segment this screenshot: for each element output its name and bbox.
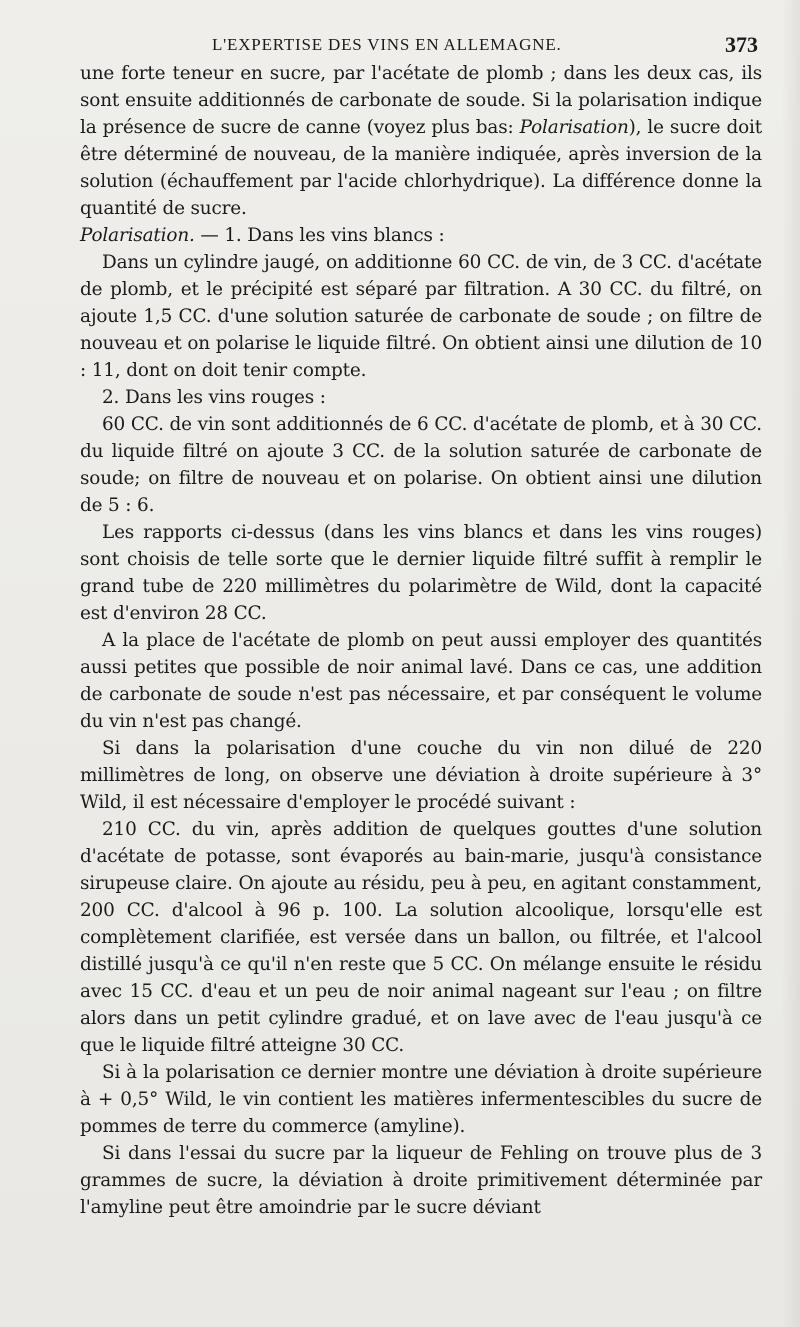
paragraph-animal-charcoal: A la place de l'acétate de plomb on peut aussi employer des quantités aussi petites que possible de noir animal lavé. Dans ce cas, une addition de carbonate de soude n'est pas nécessaire, et par conséquent le volume du vin n'est pas changé. xyxy=(80,630,762,732)
paragraph-procedure: 210 CC. du vin, après addition de quelques gouttes d'une solution d'acétate de potasse, sont évaporés au bain-marie, jusqu'à consistance sirupeuse claire. On ajoute au résidu, peu à peu, en agitant constamment, 200 CC. d'alcool à 96 p. 100. La solution alcoolique, lorsqu'elle est complètement clarifiée, est versée dans un ballon, ou filtrée, et l'alcool distillé jusqu'à ce qu'il n'en reste que 5 CC. On mélange ensuite le résidu avec 15 CC. d'eau et un peu de noir animal nageant sur l'eau ; on filtre alors dans un petit cylindre gradué, et on lave avec de l'eau jusqu'à ce que le liquide filtré atteigne 30 CC. xyxy=(80,819,762,1056)
page-edge-shadow xyxy=(782,0,800,1327)
running-header xyxy=(80,0,762,60)
paragraph-sugar-determination xyxy=(80,60,762,222)
paragraph-white-wines: Dans un cylindre jaugé, on additionne 60 CC. de vin, de 3 CC. d'acétate de plomb, et le précipité est séparé par filtration. A 30 CC. du filtré, on ajoute 1,5 CC. d'une solution saturée de carbonate de soude ; on filtre de nouveau et on polarise le liquide filtré. On obtient ainsi une dilution de 10 : 11, dont on doit tenir compte. xyxy=(80,252,762,381)
cross-reference: Polarisation xyxy=(519,117,629,138)
section-heading-polarisation xyxy=(80,222,762,249)
running-title: L'EXPERTISE DES VINS EN ALLEMAGNE. xyxy=(212,35,562,54)
paragraph-red-wines: 60 CC. de vin sont additionnés de 6 CC. d'acétate de plomb, et à 30 CC. du liquide filtré on ajoute 3 CC. de la solution saturée de carbonate de soude; on filtre de nouveau et on polarise. On obtient ainsi une dilution de 5 : 6. xyxy=(80,414,762,516)
paragraph-amyline: Si à la polarisation ce dernier montre une déviation à droite supérieure à + 0,5° Wild, le vin contient les matières infermentescibles du sucre de pommes de terre du commerce (amyline). xyxy=(80,1062,762,1137)
section-label: Polarisation. xyxy=(80,225,195,246)
page-body xyxy=(80,60,762,1221)
section-subheading: — 1. Dans les vins blancs : xyxy=(194,225,445,246)
paragraph-text: une forte teneur en sucre, par l'acétate de plomb ; dans les deux cas, ils sont ensuite additionnés de carbonate de soude. Si la polarisation indique la présence de sucre de canne (voyez plus bas: xyxy=(80,63,762,138)
paragraph-text: ), le sucre doit être déterminé de nouveau, de la manière indiquée, après inversion de la solution (échauffement par l'acide chlorhydrique). La différence donne la quantité de sucre. xyxy=(80,117,762,219)
paragraph-deviation: Si dans la polarisation d'une couche du vin non dilué de 220 millimètres de long, on observe une déviation à droite supérieure à 3° Wild, il est nécessaire d'employer le procédé suivant : xyxy=(80,738,762,813)
paragraph-ratios: Les rapports ci-dessus (dans les vins blancs et dans les vins rouges) sont choisis de telle sorte que le dernier liquide filtré suffit à remplir le grand tube de 220 millimètres du polarimètre de Wild, dont la capacité est d'environ 28 CC. xyxy=(80,522,762,624)
subheading-red-wines: 2. Dans les vins rouges : xyxy=(102,387,326,408)
page-number: 373 xyxy=(725,32,758,57)
paragraph-fehling: Si dans l'essai du sucre par la liqueur de Fehling on trouve plus de 3 grammes de sucre, la déviation à droite primitivement déterminée par l'amyline peut être amoindrie par le sucre déviant xyxy=(80,1143,762,1218)
